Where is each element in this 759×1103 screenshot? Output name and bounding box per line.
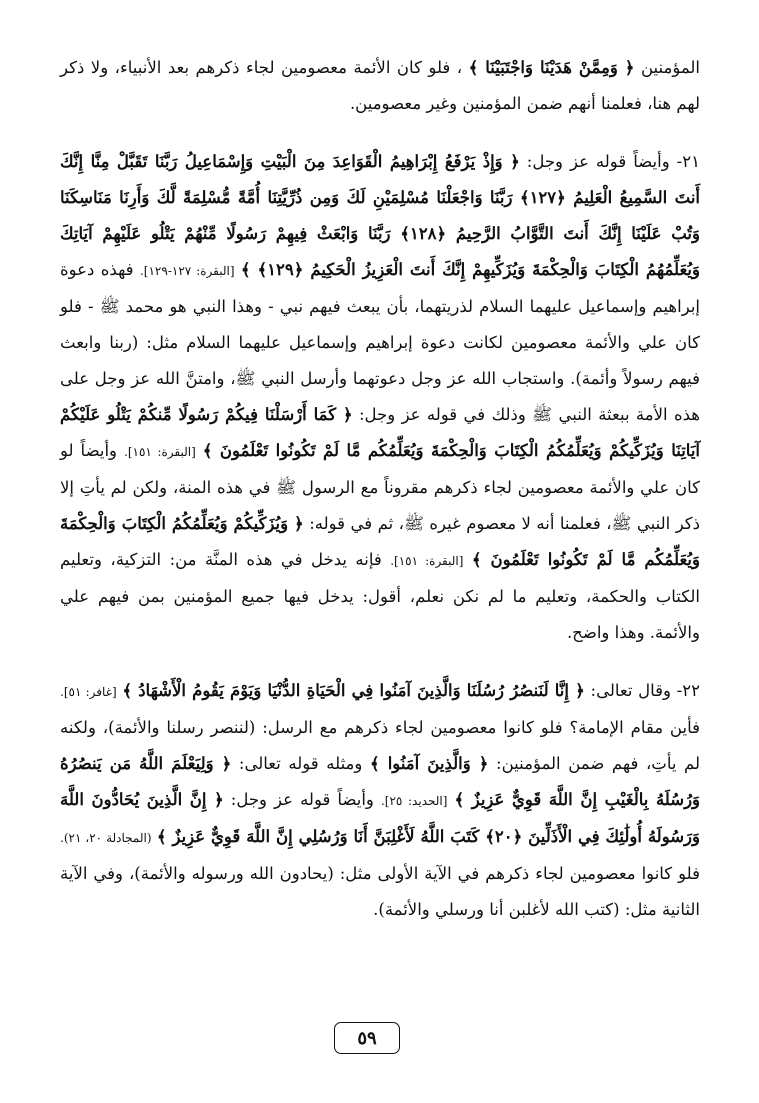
verse-reference: (المجادلة ٢٠، ٢١). <box>60 831 152 845</box>
paragraph-text: ، فلو كان الأئمة معصومين لجاء ذكرهم بعد الأنبياء، ولا ذكر لهم هنا، فعلمنا أنهم ضمن المؤمنين وغير معصومين. <box>60 58 700 113</box>
page-number <box>334 1022 400 1054</box>
paragraph-22 <box>60 673 700 928</box>
paragraph-text: ومثله قوله تعالى: <box>238 754 363 773</box>
paragraph-text: فإنه يدخل في هذه المنَّة من: التزكية، وتعليم الكتاب والحكمة، وتعليم ما لم نكن نعلم، أقول: يدخل فيها جميع المؤمنين بمن فيهم علي والأئمة. وهذا واضح. <box>60 550 700 642</box>
verse-reference: [البقرة: ١٥١]. <box>124 445 196 459</box>
quran-verse: ﴿ كَمَا أَرْسَلْنَا فِيكُمْ رَسُولًا مِّنكُمْ يَتْلُو عَلَيْكُمْ آيَاتِنَا وَيُزَكِّيكُمْ وَيُعَلِّمُكُمُ الْكِتَابَ وَالْحِكْمَةَ وَيُعَلِّمُكُم مَّا لَمْ تَكُونُوا تَعْلَمُونَ ﴾ <box>60 405 700 460</box>
quran-verse: ﴿ وَإِذْ يَرْفَعُ إِبْرَاهِيمُ الْقَوَاعِدَ مِنَ الْبَيْتِ وَإِسْمَاعِيلُ رَبَّنَا تَقَبَّلْ مِنَّا إِنَّكَ أَنتَ السَّمِيعُ الْعَلِيمُ ﴿١٢٧﴾ رَبَّنَا وَاجْعَلْنَا مُسْلِمَيْنِ لَكَ وَمِن ذُرِّيَّتِنَا أُمَّةً مُّسْلِمَةً لَّكَ وَأَرِنَا مَنَاسِكَنَا وَتُبْ عَلَيْنَا إِنَّكَ أَنتَ التَّوَّابُ الرَّحِيمُ ﴿١٢٨﴾ رَبَّنَا وَابْعَثْ فِيهِمْ رَسُولًا مِّنْهُمْ يَتْلُو عَلَيْهِمْ آيَاتِكَ وَيُعَلِّمُهُمُ الْكِتَابَ وَالْحِكْمَةَ وَيُزَكِّيهِمْ إِنَّكَ أَنتَ الْعَزِيزُ الْحَكِيمُ ﴿١٢٩﴾ ﴾ <box>60 152 701 279</box>
paragraph-21 <box>60 144 700 651</box>
quran-verse: ﴿ إِنَّا لَنَنصُرُ رُسُلَنَا وَالَّذِينَ آمَنُوا فِي الْحَيَاةِ الدُّنْيَا وَيَوْمَ يَقُومُ الْأَشْهَادُ ﴾ <box>122 681 585 700</box>
verse-reference: [غافر: ٥١]. <box>60 685 117 699</box>
paragraph-text: المؤمنين <box>640 58 701 77</box>
paragraph-text: فأين مقام الإمامة؟ فلو كانوا معصومين لجاء ذكرهم مع الرسل: (لننصر رسلنا والأئمة)، ولكنه لم يأتِ، فهم ضمن المؤمنين: <box>60 718 701 773</box>
verse-reference: [الحديد: ٢٥]. <box>380 794 448 808</box>
paragraph-text: وأيضاً لو كان علي والأئمة معصومين لجاء ذكرهم مقروناً مع الرسول ﷺ في هذه المنة، ولكن لم يأتِ إلا ذكر النبي ﷺ، فعلمنا أنه لا معصوم غيره ﷺ، ثم في قوله: <box>60 441 701 533</box>
paragraph-text: وأيضاً قوله عز وجل: <box>230 790 374 809</box>
page-number-text: ٥٩ <box>357 1027 377 1049</box>
paragraph-text: ٢١- وأيضاً قوله عز وجل: <box>526 152 700 171</box>
verse-reference: [البقرة: ١٥١]. <box>390 554 464 568</box>
quran-verse: ﴿ وَالَّذِينَ آمَنُوا ﴾ <box>369 754 489 773</box>
quran-verse: ﴿ وَلِيَعْلَمَ اللَّهُ مَن يَنصُرُهُ وَرُسُلَهُ بِالْغَيْبِ إِنَّ اللَّهَ قَوِيٌّ عَزِيزٌ ﴾ <box>60 754 701 809</box>
verse-reference: [البقرة: ١٢٧-١٢٩]. <box>139 264 235 278</box>
quran-verse: ﴿ وَمِمَّنْ هَدَيْنَا وَاجْتَبَيْنَا ﴾ <box>468 58 635 77</box>
book-page <box>60 50 700 1040</box>
quran-verse: ﴿ إِنَّ الَّذِينَ يُحَادُّونَ اللَّهَ وَرَسُولَهُ أُولَٰئِكَ فِي الْأَذَلِّينَ ﴿٢٠﴾ كَتَبَ اللَّهُ لَأَغْلِبَنَّ أَنَا وَرُسُلِي إِنَّ اللَّهَ قَوِيٌّ عَزِيزٌ ﴾ <box>60 790 700 846</box>
paragraph-text: ٢٢- وقال تعالى: <box>590 681 700 700</box>
paragraph-gap <box>60 651 700 673</box>
paragraph-text: فهذه دعوة إبراهيم وإسماعيل عليهما السلام لذريتهما، بأن يبعث فيهم نبي - وهذا النبي هو محمد ﷺ - فلو كان علي والأئمة معصومين لكانت دعوة إبراهيم وإسماعيل عليهما السلام مثل: (ربنا وابعث فيهم رسولاً وأئمة). واستجاب الله عز وجل دعوتهما وأرسل النبي ﷺ، وامتنَّ الله عز وجل على هذه الأمة ببعثة النبي ﷺ وذلك في قوله عز وجل: <box>60 260 700 424</box>
paragraph-continuation <box>60 50 700 122</box>
paragraph-gap <box>60 122 700 144</box>
quran-verse: ﴿ وَيُزَكِّيكُمْ وَيُعَلِّمُكُمُ الْكِتَابَ وَالْحِكْمَةَ وَيُعَلِّمُكُم مَّا لَمْ تَكُونُوا تَعْلَمُونَ ﴾ <box>60 514 700 569</box>
paragraph-text: فلو كانوا معصومين لجاء ذكرهم في الآية الأولى مثل: (يحادون الله ورسوله والأئمة)، وفي الآية الثانية مثل: (كتب الله لأغلبن أنا ورسلي والأئمة). <box>60 864 700 919</box>
